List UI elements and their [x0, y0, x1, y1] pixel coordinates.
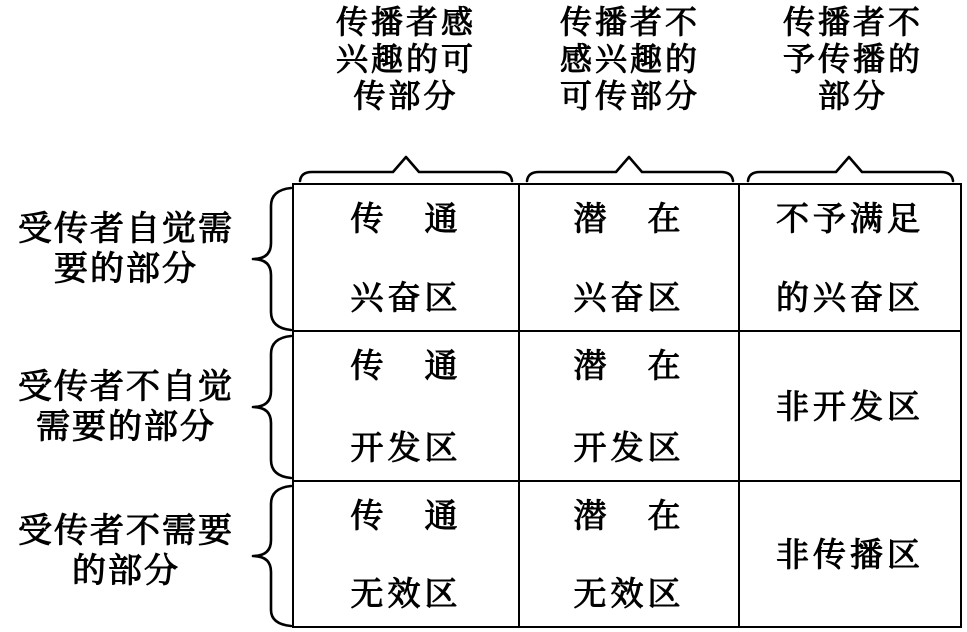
row-brace-icon: [253, 188, 291, 330]
row-label-1: [0, 210, 252, 290]
column-header-3-line-2: 予传播的: [782, 41, 923, 77]
cell-r1c3-line-1: 不予满足: [776, 202, 924, 238]
cell-r1c3: [740, 185, 960, 332]
row-label-2: [0, 368, 252, 448]
column-header-1-line-1: 传播者感: [335, 4, 476, 40]
cell-r3c3: [740, 482, 960, 626]
column-header-2-line-3: 可传部分: [559, 78, 700, 114]
row-brace-icon: [253, 336, 291, 478]
cell-r2c1-line-2: 开发区: [350, 431, 462, 467]
cell-r1c2: [520, 185, 740, 332]
column-header-3: [748, 4, 958, 115]
row-label-3-line-2: 的部分: [72, 553, 180, 590]
cell-r3c2-line-1: 潜 在: [573, 499, 685, 535]
column-header-3-line-3: 部分: [817, 78, 888, 114]
column-header-2: [525, 4, 735, 115]
row-label-3: [0, 512, 252, 592]
cell-r1c2-line-1: 潜 在: [573, 202, 685, 238]
column-header-1-line-2: 兴趣的可: [335, 41, 476, 77]
cell-r2c2-line-2: 开发区: [573, 431, 685, 467]
column-overbrace-icon: [748, 157, 953, 181]
cell-r2c3-line-1: 非开发区: [776, 390, 924, 426]
column-header-2-line-2: 感兴趣的: [559, 41, 700, 77]
row-label-1-line-1: 受传者自觉需: [18, 211, 234, 248]
column-header-3-line-1: 传播者不: [782, 4, 923, 40]
column-overbrace-icon: [300, 157, 512, 181]
row-label-3-line-1: 受传者不需要: [18, 513, 234, 550]
column-header-1-line-3: 传部分: [353, 78, 459, 114]
cell-r2c1-line-1: 传 通: [350, 349, 462, 385]
cell-r2c2: [520, 332, 740, 482]
row-label-1-line-2: 要的部分: [54, 251, 198, 288]
cell-r1c2-line-2: 兴奋区: [573, 281, 685, 317]
cell-r3c1: [294, 482, 520, 626]
column-header-1: [301, 4, 511, 115]
cell-r3c1-line-2: 无效区: [350, 577, 462, 613]
cell-r2c3: [740, 332, 960, 482]
cell-r3c2: [520, 482, 740, 626]
cell-r2c2-line-1: 潜 在: [573, 349, 685, 385]
cell-r1c1-line-2: 兴奋区: [350, 281, 462, 317]
cell-r1c3-line-2: 的兴奋区: [776, 281, 924, 317]
cell-r1c1: [294, 185, 520, 332]
row-label-2-line-2: 需要的部分: [36, 409, 216, 446]
cell-r1c1-line-1: 传 通: [350, 202, 462, 238]
column-overbrace-icon: [527, 157, 733, 181]
row-label-2-line-1: 受传者不自觉: [18, 369, 234, 406]
cell-r3c1-line-1: 传 通: [350, 499, 462, 535]
cell-r2c1: [294, 332, 520, 482]
column-header-2-line-1: 传播者不: [559, 4, 700, 40]
row-brace-icon: [253, 486, 291, 626]
cell-r3c2-line-2: 无效区: [573, 577, 685, 613]
cell-r3c3-line-1: 非传播区: [776, 538, 924, 574]
matrix-table: [292, 183, 962, 628]
